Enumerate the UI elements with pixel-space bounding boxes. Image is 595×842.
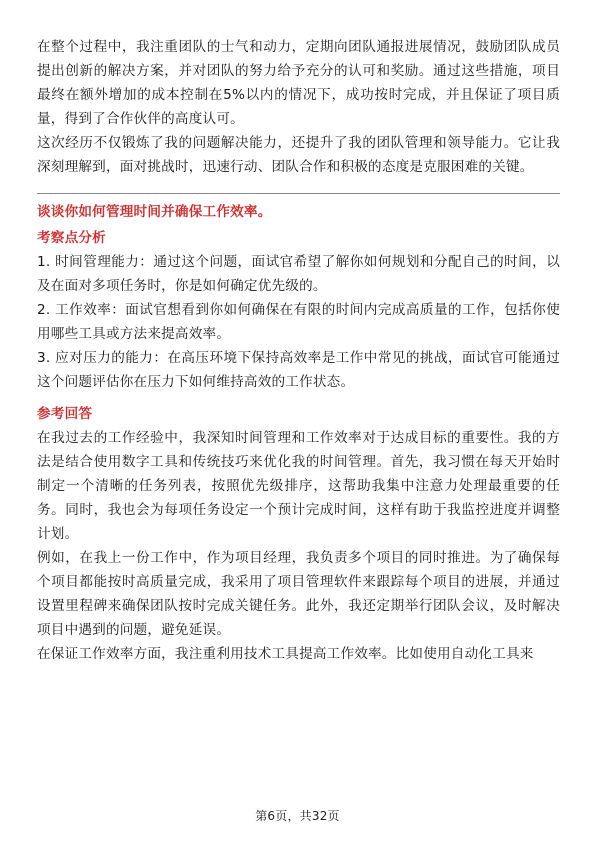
- question-heading: 谈谈你如何管理时间并确保工作效率。: [37, 204, 272, 220]
- analysis-item: 2. 工作效率：面试官想看到你如何确保在有限的时间内完成高质量的工作，包括你使用哪些工具或方法来提高效率。: [37, 302, 560, 342]
- page-content: [37, 35, 560, 666]
- analysis-title: 考察点分析: [37, 230, 106, 246]
- answer-paragraph: 在我过去的工作经验中，我深知时间管理和工作效率对于达成目标的重要性。我的方法是结合使用数字工具和传统技巧来优化我的时间管理。首先，我习惯在每天开始时制定一个清晰的任务列表，按照优先级排序，这帮助我集中注意力处理最重要的任务。同时，我也会为每项任务设定一个预计完成时间，这样有助于我监控进度并调整计划。: [37, 430, 560, 542]
- intro-paragraph: 在整个过程中，我注重团队的士气和动力，定期向团队通报进展情况，鼓励团队成员提出创新的解决方案，并对团队的努力给予充分的认可和奖励。通过这些措施，项目最终在额外增加的成本控制在5%以内的情况下，成功按时完成，并且保证了项目质量，得到了合作伙伴的高度认可。: [37, 39, 560, 127]
- analysis-item: 3. 应对压力的能力：在高压环境下保持高效率是工作中常见的挑战，面试官可能通过这个问题评估你在压力下如何维持高效的工作状态。: [37, 350, 560, 390]
- page-number-footer: 第6页，共32页: [255, 809, 340, 823]
- intro-paragraph: 这次经历不仅锻炼了我的问题解决能力，还提升了我的团队管理和领导能力。它让我深刻理解到，面对挑战时，迅速行动、团队合作和积极的态度是克服困难的关键。: [37, 135, 560, 175]
- analysis-item: 1. 时间管理能力：通过这个问题，面试官希望了解你如何规划和分配自己的时间，以及在面对多项任务时，你是如何确定优先级的。: [37, 254, 560, 294]
- section-divider: [37, 193, 560, 194]
- answer-title: 参考回答: [37, 406, 93, 422]
- answer-paragraph: 例如，在我上一份工作中，作为项目经理，我负责多个项目的同时推进。为了确保每个项目都能按时高质量完成，我采用了项目管理软件来跟踪每个项目的进展，并通过设置里程碑来确保团队按时完成关键任务。此外，我还定期举行团队会议，及时解决项目中遇到的问题，避免延误。: [37, 550, 560, 638]
- answer-paragraph: 在保证工作效率方面，我注重利用技术工具提高工作效率。比如使用自动化工具来: [37, 646, 534, 662]
